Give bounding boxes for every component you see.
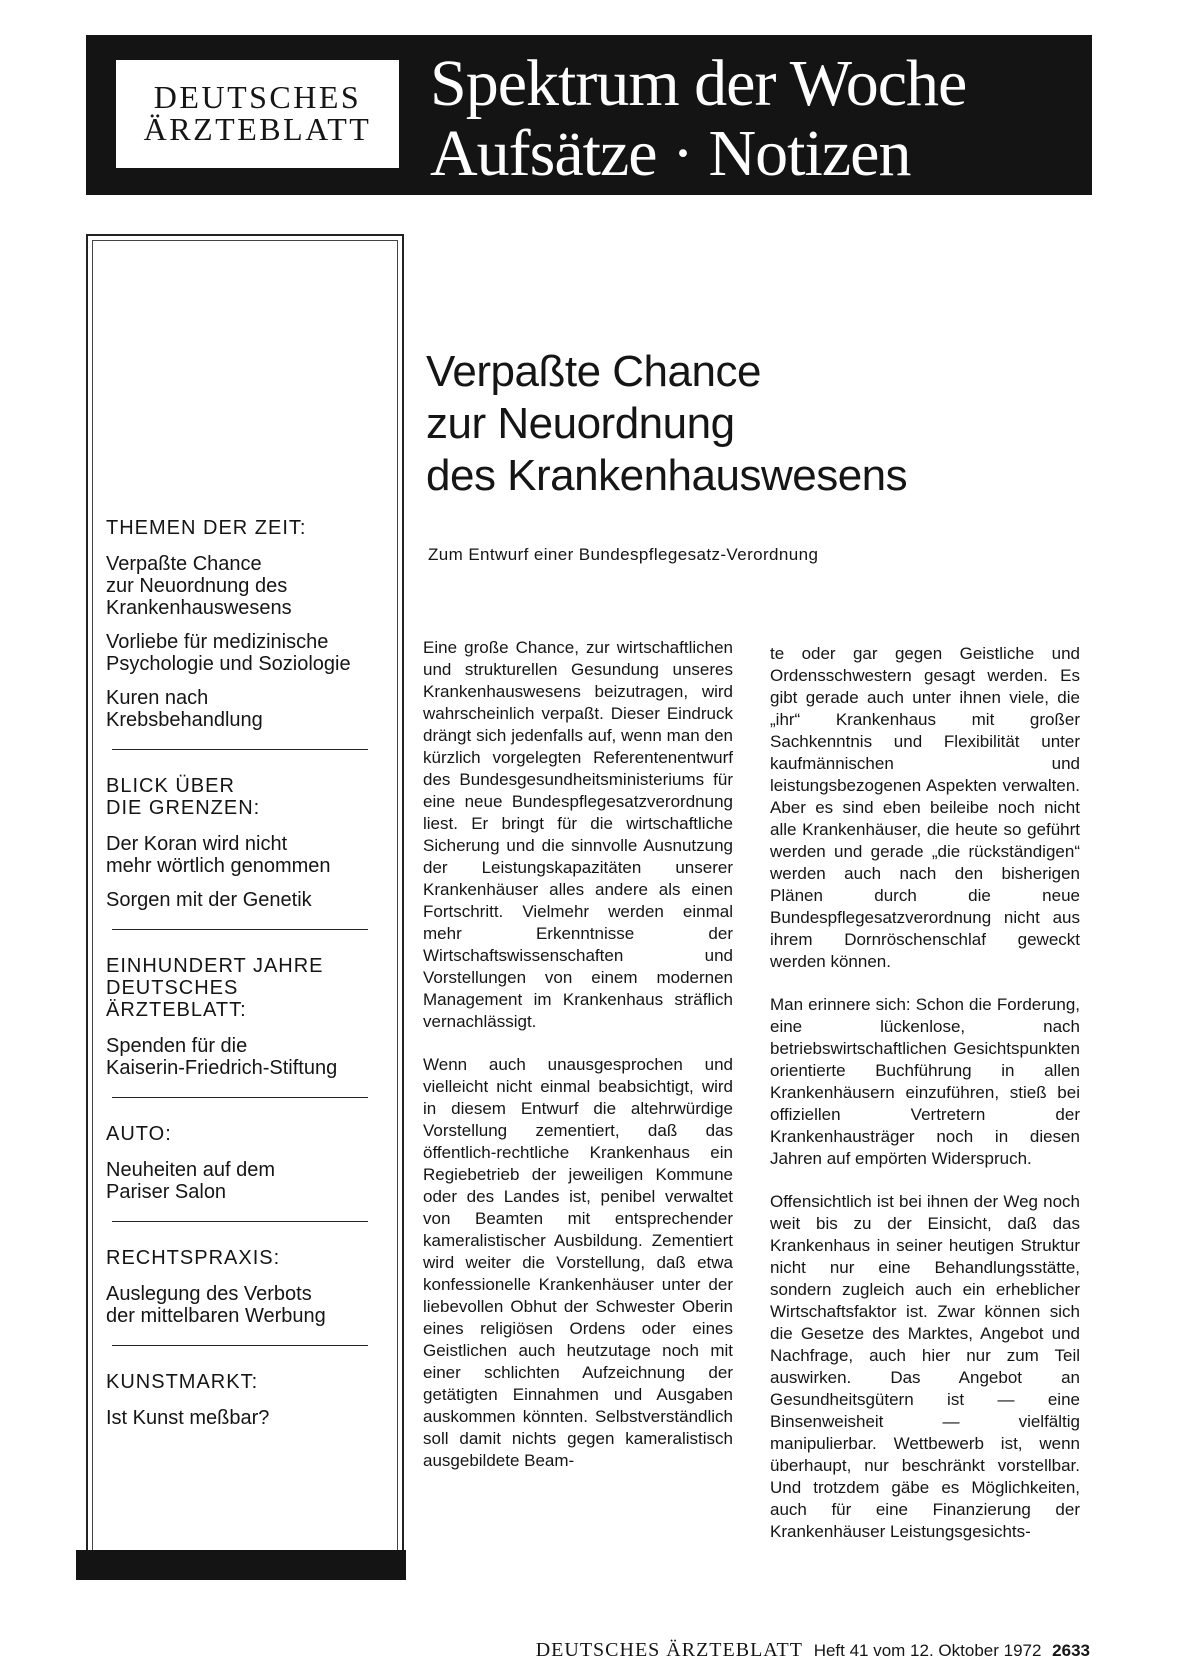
body-paragraph: Man erinnere sich: Schon die Forderung, eine lückenlose, nach betriebswirtschaftlichen Gesichtspunkten orientierte Buchführung in allen Krankenhäusern einzuführen, stieß bei offiziellen Vertretern der Krankenhausträger noch in diesen Jahren auf empörten Widerspruch. <box>770 995 1080 1168</box>
toc-item-line: Kaiserin-Friedrich-Stiftung <box>106 1057 338 1079</box>
toc-heading: RECHTSPRAXIS: <box>106 1247 281 1269</box>
toc-heading-line: ÄRZTEBLATT: <box>106 999 247 1021</box>
toc-item-line: Spenden für die <box>106 1035 248 1057</box>
section-title <box>430 49 966 189</box>
toc-divider <box>112 749 368 750</box>
toc-item[interactable] <box>106 1035 386 1079</box>
toc-item[interactable] <box>106 889 386 911</box>
toc-heading-line: DEUTSCHES <box>106 977 239 999</box>
toc-item-line: Krebsbehandlung <box>106 709 263 731</box>
footer-publication: DEUTSCHES ÄRZTEBLATT <box>535 1639 803 1661</box>
toc-item-line: Der Koran wird nicht <box>106 833 288 855</box>
toc-item-line: Neuheiten auf dem <box>106 1159 276 1181</box>
toc-item[interactable] <box>106 687 386 731</box>
toc-section-blick <box>106 775 386 911</box>
toc-item[interactable] <box>106 1159 386 1203</box>
publication-logo <box>116 60 399 168</box>
article-title-line-3: des Krankenhauswesens <box>426 451 908 500</box>
logo-line-2: ÄRZTEBLATT <box>143 111 372 147</box>
toc-heading: KUNSTMARKT: <box>106 1371 259 1393</box>
toc-item[interactable] <box>106 1283 386 1327</box>
toc-item-line: Auslegung des Verbots <box>106 1283 312 1305</box>
body-paragraph: Wenn auch unausgesprochen und vielleicht nicht einmal beabsichtigt, wird in diesem Entwurf die altehrwürdige Vorstellung zementiert, daß das öffentlich-rechtliche Krankenhaus ein Regiebetrieb der jeweiligen Kommune oder des Landes ist, penibel verwaltet von Beamten mit entsprechender kameralistischer Ausbildung. Zementiert wird weiter die Vorstellung, daß etwa konfessionelle Krankenhäuser unter der liebevollen Obhut der Schwester Oberin eines religiösen Ordens oder eines Geistlichen auch heutzutage noch mit einer schlichten Aufzeichnung der getätigten Einnahmen und Ausgaben auskommen könnten. Selbstverständlich soll damit nichts gegen kameralistisch ausgebildete Beam- <box>423 1055 733 1470</box>
footer-issue: Heft 41 vom 12. Oktober 1972 <box>813 1641 1042 1660</box>
toc-item[interactable] <box>106 553 386 619</box>
toc-item-line: Vorliebe für medizinische <box>106 631 329 653</box>
body-paragraph: te oder gar gegen Geistliche und Ordensschwestern gesagt werden. Es gibt gerade auch unter ihnen viele, die „ihr“ Krankenhaus mit großer Sachkenntnis und Flexibilität unter kaufmännischen und leistungsbezogenen Aspekten verwalten. Aber es sind eben beileibe noch nicht alle Krankenhäuser, die heute so geführt werden und gerade „die rückständigen“ werden auch nach den bisherigen Plänen durch die neue Bundespflegesatzverordnung nicht aus ihrem Dornröschenschlaf geweckt werden können. <box>770 644 1080 971</box>
toc-heading-line: EINHUNDERT JAHRE <box>106 955 324 977</box>
toc-divider <box>112 1221 368 1222</box>
toc-section-rechtspraxis <box>106 1247 386 1327</box>
toc-heading <box>106 955 386 1021</box>
toc-item-line: Ist Kunst meßbar? <box>106 1407 270 1429</box>
toc-item[interactable] <box>106 631 386 675</box>
masthead <box>86 35 1092 195</box>
article-subtitle: Zum Entwurf einer Bundespflegesatz-Verordnung <box>428 545 819 564</box>
toc-item-line: Krankenhauswesens <box>106 597 292 619</box>
toc-item-line: Sorgen mit der Genetik <box>106 889 312 911</box>
body-paragraph: Eine große Chance, zur wirtschaftlichen und strukturellen Gesundung unseres Krankenhauswesens beizutragen, wird wahrscheinlich verpaßt. Dieser Eindruck drängt sich jedenfalls auf, wenn man den kürzlich vorgelegten Referentenentwurf des Bundesgesundheitsministeriums für eine neue Bundespflegesatzverordnung liest. Er bringt für die wirtschaftliche Sicherung und die sinnvolle Ausnutzung der Leistungskapazitäten unserer Krankenhäuser alles andere als einen Fortschritt. Vielmehr werden einmal mehr Erkenntnisse der Wirtschaftswissenschaften und Vorstellungen von einem modernen Management im Krankenhaus sträflich vernachlässigt. <box>423 638 733 1031</box>
toc-heading <box>106 775 386 819</box>
sidebar-bottom-bar <box>76 1550 406 1580</box>
toc-divider <box>112 1345 368 1346</box>
section-title-line-1: Spektrum der Woche <box>430 47 967 120</box>
article-column-left <box>423 637 733 1493</box>
article-title-line-2: zur Neuordnung <box>426 399 735 448</box>
article-column-right <box>770 643 1080 1564</box>
toc-item[interactable] <box>106 1407 386 1429</box>
article-title <box>426 346 907 502</box>
logo-line-1: DEUTSCHES <box>153 79 362 115</box>
toc-section-auto <box>106 1123 386 1203</box>
toc-item-line: Pariser Salon <box>106 1181 227 1203</box>
toc-section-kunstmarkt <box>106 1371 386 1429</box>
toc-divider <box>112 929 368 930</box>
toc-divider <box>112 1097 368 1098</box>
toc-heading: AUTO: <box>106 1123 172 1145</box>
toc-item-line: der mittelbaren Werbung <box>106 1305 326 1327</box>
toc-item-line: mehr wörtlich genommen <box>106 855 331 877</box>
table-of-contents <box>106 517 386 1441</box>
toc-item-line: zur Neuordnung des <box>106 575 288 597</box>
toc-heading: THEMEN DER ZEIT: <box>106 517 307 539</box>
body-paragraph: Offensichtlich ist bei ihnen der Weg noch weit bis zu der Einsicht, daß das Krankenhaus in seiner heutigen Struktur nicht nur eine Behandlungsstätte, sondern zugleich auch ein erheblicher Wirtschaftsfaktor ist. Zwar können sich die Gesetze des Marktes, Angebot und Nachfrage, auch hier nur zum Teil auswirken. Das Angebot an Gesundheitsgütern ist — eine Binsenweisheit — vielfältig manipulierbar. Wettbewerb ist, wenn überhaupt, nur beschränkt vorstellbar. Und trotzdem gäbe es Möglichkeiten, auch für eine Finanzierung der Krankenhäuser Leistungsgesichts- <box>770 1192 1080 1541</box>
page-footer <box>536 1639 1090 1662</box>
toc-item-line: Verpaßte Chance <box>106 553 262 575</box>
toc-heading-line: DIE GRENZEN: <box>106 797 261 819</box>
article-title-line-1: Verpaßte Chance <box>426 347 761 396</box>
toc-section-themen <box>106 517 386 731</box>
section-title-line-2: Aufsätze · Notizen <box>430 117 911 190</box>
toc-item[interactable] <box>106 833 386 877</box>
toc-heading-line: BLICK ÜBER <box>106 775 235 797</box>
page-number: 2633 <box>1052 1641 1090 1660</box>
toc-item-line: Kuren nach <box>106 687 209 709</box>
toc-section-einhundert <box>106 955 386 1079</box>
toc-item-line: Psychologie und Soziologie <box>106 653 351 675</box>
